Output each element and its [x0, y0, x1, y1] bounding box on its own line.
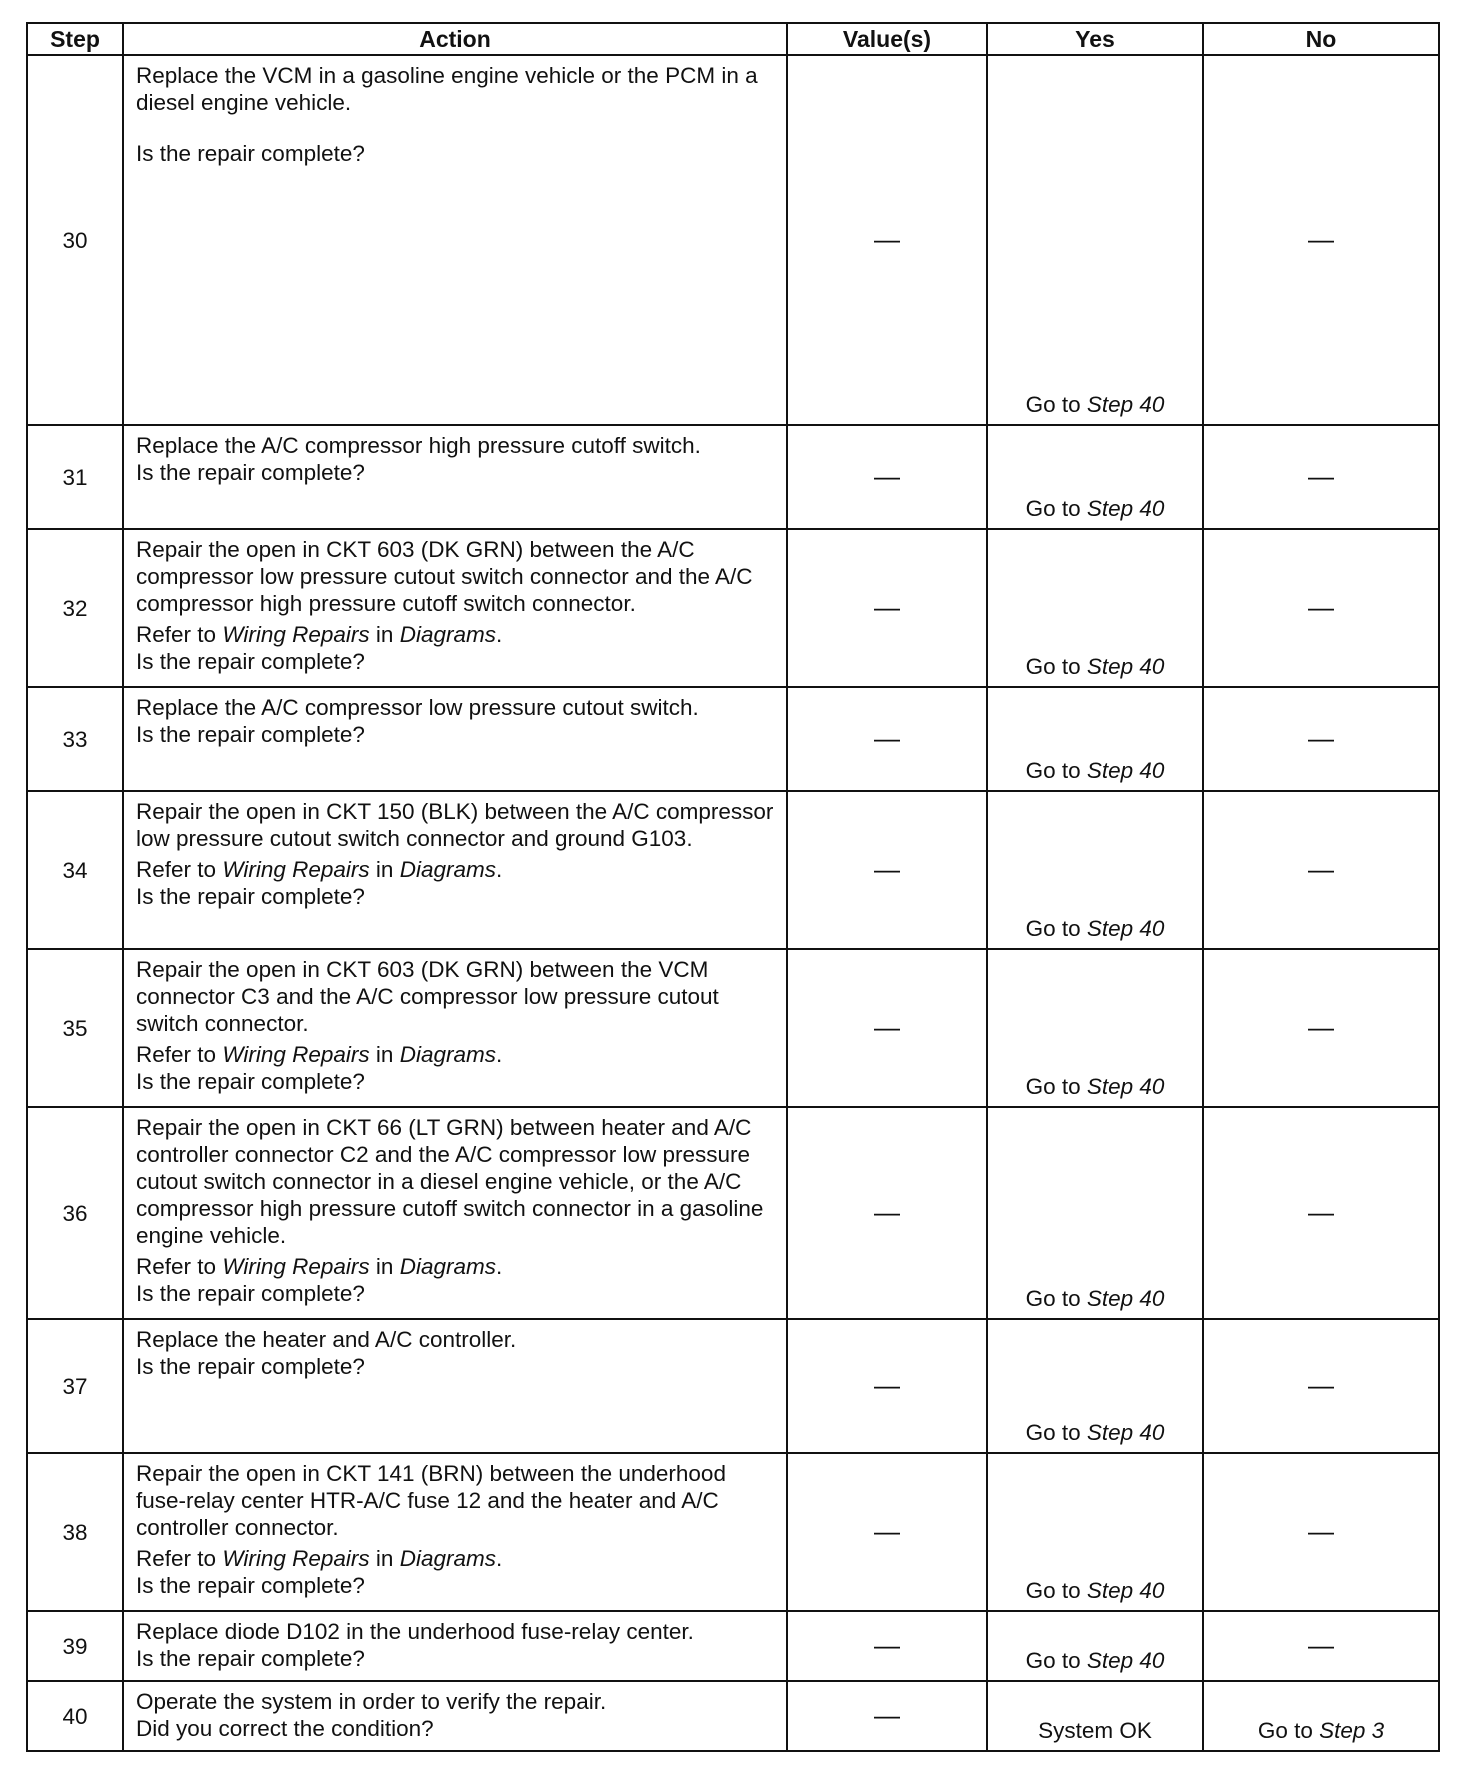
table-row: [27, 55, 1439, 425]
action-question: Is the repair complete?: [136, 141, 365, 166]
diagrams-link[interactable]: Diagrams: [399, 1042, 496, 1067]
action-cell: [123, 1681, 787, 1751]
no-cell: [1203, 425, 1439, 529]
no-goto-text: Go to: [1257, 1718, 1313, 1743]
refer-prefix: Refer to: [136, 1042, 217, 1067]
step-number: 35: [27, 949, 123, 1107]
yes-goto-text: Go to: [1025, 1286, 1081, 1311]
refer-prefix: Refer to: [136, 1254, 217, 1279]
step-number: 30: [27, 55, 123, 425]
refer-line: [136, 1253, 774, 1280]
action-cell: [123, 791, 787, 949]
wiring-repairs-link[interactable]: Wiring Repairs: [222, 857, 370, 882]
value-cell: [787, 1107, 987, 1319]
table-row: [27, 1611, 1439, 1681]
header-step: Step: [27, 23, 123, 55]
no-dash: —: [1308, 461, 1334, 491]
action-question: Is the repair complete?: [136, 1354, 365, 1379]
yes-goto-text: Go to: [1025, 758, 1081, 783]
yes-step-link[interactable]: Step 40: [1086, 1286, 1165, 1311]
step-number: 34: [27, 791, 123, 949]
refer-prefix: Refer to: [136, 1546, 217, 1571]
refer-line: [136, 621, 774, 648]
header-values: Value(s): [787, 23, 987, 55]
wiring-repairs-link[interactable]: Wiring Repairs: [222, 1254, 370, 1279]
table-row: [27, 425, 1439, 529]
diagnostic-table-page: [26, 22, 1440, 1752]
action-text: Operate the system in order to verify the repair.: [136, 1689, 607, 1714]
no-cell: [1203, 55, 1439, 425]
yes-cell: [987, 1453, 1203, 1611]
refer-mid: in: [375, 1254, 394, 1279]
no-dash: —: [1308, 1630, 1334, 1660]
value-cell: [787, 949, 987, 1107]
action-cell: [123, 687, 787, 791]
header-action: Action: [123, 23, 787, 55]
yes-goto-text: Go to: [1025, 1578, 1081, 1603]
refer-line: [136, 1041, 774, 1068]
action-cell: [123, 55, 787, 425]
action-text: Repair the open in CKT 66 (LT GRN) between heater and A/C controller connector C2 and the A/C compressor low pressure cutout switch connector in a diesel engine vehicle, or the A/C compressor high pressure cutoff switch connector in a gasoline engine vehicle.: [136, 1115, 764, 1248]
no-dash: —: [1308, 723, 1334, 753]
table-row: [27, 1681, 1439, 1751]
action-question: Is the repair complete?: [136, 884, 365, 909]
step-number: 31: [27, 425, 123, 529]
table-row: [27, 1107, 1439, 1319]
yes-system-ok: System OK: [1038, 1718, 1152, 1743]
action-text: Replace the A/C compressor low pressure cutout switch.: [136, 695, 699, 720]
no-dash: —: [1308, 592, 1334, 622]
no-cell: [1203, 687, 1439, 791]
action-cell: [123, 1611, 787, 1681]
yes-goto-text: Go to: [1025, 1420, 1081, 1445]
value-dash: —: [874, 1516, 900, 1546]
header-yes: Yes: [987, 23, 1203, 55]
yes-step-link[interactable]: Step 40: [1086, 1578, 1165, 1603]
action-question: Is the repair complete?: [136, 1069, 365, 1094]
diagrams-link[interactable]: Diagrams: [399, 1254, 496, 1279]
action-text: Replace the VCM in a gasoline engine vehicle or the PCM in a diesel engine vehicle.: [136, 63, 758, 115]
action-cell: [123, 1107, 787, 1319]
yes-cell: [987, 1107, 1203, 1319]
header-row: [27, 23, 1439, 55]
refer-end: .: [495, 622, 503, 647]
no-cell: [1203, 1453, 1439, 1611]
value-cell: [787, 1453, 987, 1611]
diagrams-link[interactable]: Diagrams: [399, 857, 496, 882]
no-dash: —: [1308, 854, 1334, 884]
yes-step-link[interactable]: Step 40: [1086, 758, 1165, 783]
refer-end: .: [495, 857, 503, 882]
table-row: [27, 529, 1439, 687]
no-step-link[interactable]: Step 3: [1319, 1718, 1385, 1743]
action-text: Replace the heater and A/C controller.: [136, 1327, 517, 1352]
yes-cell: [987, 687, 1203, 791]
value-cell: [787, 529, 987, 687]
refer-mid: in: [375, 622, 394, 647]
step-number: 40: [27, 1681, 123, 1751]
value-dash: —: [874, 1700, 900, 1730]
action-cell: [123, 949, 787, 1107]
action-question: Is the repair complete?: [136, 460, 365, 485]
yes-cell: [987, 1611, 1203, 1681]
action-question: Is the repair complete?: [136, 1573, 365, 1598]
no-dash: —: [1308, 1197, 1334, 1227]
yes-goto-text: Go to: [1025, 916, 1081, 941]
action-text: Repair the open in CKT 603 (DK GRN) between the A/C compressor low pressure cutout switch connector and the A/C compressor high pressure cutoff switch connector.: [136, 537, 753, 616]
step-number: 32: [27, 529, 123, 687]
value-dash: —: [874, 1197, 900, 1227]
action-text: Repair the open in CKT 150 (BLK) between the A/C compressor low pressure cutout switch connector and ground G103.: [136, 799, 774, 851]
yes-step-link[interactable]: Step 40: [1086, 1420, 1165, 1445]
action-question: Is the repair complete?: [136, 1646, 365, 1671]
value-cell: [787, 791, 987, 949]
value-dash: —: [874, 1012, 900, 1042]
step-number: 38: [27, 1453, 123, 1611]
table-row: [27, 687, 1439, 791]
action-text: Replace the A/C compressor high pressure cutoff switch.: [136, 433, 701, 458]
value-cell: [787, 55, 987, 425]
step-number: 39: [27, 1611, 123, 1681]
yes-step-link[interactable]: Step 40: [1086, 496, 1165, 521]
value-cell: [787, 1319, 987, 1453]
wiring-repairs-link[interactable]: Wiring Repairs: [222, 622, 370, 647]
no-cell: [1203, 1319, 1439, 1453]
refer-line: [136, 1545, 774, 1572]
no-dash: —: [1308, 224, 1334, 254]
no-cell: [1203, 1681, 1439, 1751]
yes-step-link[interactable]: Step 40: [1086, 916, 1165, 941]
value-dash: —: [874, 854, 900, 884]
yes-cell: [987, 949, 1203, 1107]
table-row: [27, 949, 1439, 1107]
yes-step-link[interactable]: Step 40: [1086, 392, 1165, 417]
action-question: Is the repair complete?: [136, 1281, 365, 1306]
value-dash: —: [874, 461, 900, 491]
yes-step-link[interactable]: Step 40: [1086, 1074, 1165, 1099]
no-cell: [1203, 1107, 1439, 1319]
wiring-repairs-link[interactable]: Wiring Repairs: [222, 1546, 370, 1571]
diagrams-link[interactable]: Diagrams: [399, 1546, 496, 1571]
yes-cell: [987, 425, 1203, 529]
value-cell: [787, 687, 987, 791]
value-dash: —: [874, 1370, 900, 1400]
refer-prefix: Refer to: [136, 622, 217, 647]
yes-goto-text: Go to: [1025, 496, 1081, 521]
no-cell: [1203, 529, 1439, 687]
no-cell: [1203, 791, 1439, 949]
action-cell: [123, 1319, 787, 1453]
action-cell: [123, 425, 787, 529]
header-no: No: [1203, 23, 1439, 55]
value-dash: —: [874, 1630, 900, 1660]
value-cell: [787, 1611, 987, 1681]
refer-end: .: [495, 1254, 503, 1279]
yes-step-link[interactable]: Step 40: [1086, 1648, 1165, 1673]
refer-prefix: Refer to: [136, 857, 217, 882]
refer-mid: in: [375, 1546, 394, 1571]
step-number: 37: [27, 1319, 123, 1453]
refer-end: .: [495, 1546, 503, 1571]
yes-cell: [987, 529, 1203, 687]
yes-goto-text: Go to: [1025, 654, 1081, 679]
wiring-repairs-link[interactable]: Wiring Repairs: [222, 1042, 370, 1067]
refer-mid: in: [375, 857, 394, 882]
no-dash: —: [1308, 1370, 1334, 1400]
no-dash: —: [1308, 1516, 1334, 1546]
yes-cell: [987, 1681, 1203, 1751]
action-text: Replace diode D102 in the underhood fuse-relay center.: [136, 1619, 694, 1644]
value-cell: [787, 425, 987, 529]
no-cell: [1203, 1611, 1439, 1681]
action-cell: [123, 1453, 787, 1611]
value-cell: [787, 1681, 987, 1751]
action-text: Repair the open in CKT 603 (DK GRN) between the VCM connector C3 and the A/C compressor low pressure cutout switch connector.: [136, 957, 719, 1036]
yes-cell: [987, 791, 1203, 949]
table-row: [27, 791, 1439, 949]
refer-line: [136, 856, 774, 883]
yes-goto-text: Go to: [1025, 1648, 1081, 1673]
yes-step-link[interactable]: Step 40: [1086, 654, 1165, 679]
step-number: 36: [27, 1107, 123, 1319]
no-cell: [1203, 949, 1439, 1107]
diagnostic-table: [26, 22, 1440, 1752]
yes-cell: [987, 1319, 1203, 1453]
value-dash: —: [874, 224, 900, 254]
value-dash: —: [874, 723, 900, 753]
refer-end: .: [495, 1042, 503, 1067]
table-row: [27, 1453, 1439, 1611]
no-dash: —: [1308, 1012, 1334, 1042]
yes-goto-text: Go to: [1025, 392, 1081, 417]
value-dash: —: [874, 592, 900, 622]
diagrams-link[interactable]: Diagrams: [399, 622, 496, 647]
refer-mid: in: [375, 1042, 394, 1067]
action-text: Repair the open in CKT 141 (BRN) between the underhood fuse-relay center HTR-A/C fuse 12 and the heater and A/C controller connector.: [136, 1461, 726, 1540]
table-row: [27, 1319, 1439, 1453]
action-cell: [123, 529, 787, 687]
yes-goto-text: Go to: [1025, 1074, 1081, 1099]
step-number: 33: [27, 687, 123, 791]
action-question: Did you correct the condition?: [136, 1716, 434, 1741]
action-question: Is the repair complete?: [136, 649, 365, 674]
action-question: Is the repair complete?: [136, 722, 365, 747]
yes-cell: [987, 55, 1203, 425]
